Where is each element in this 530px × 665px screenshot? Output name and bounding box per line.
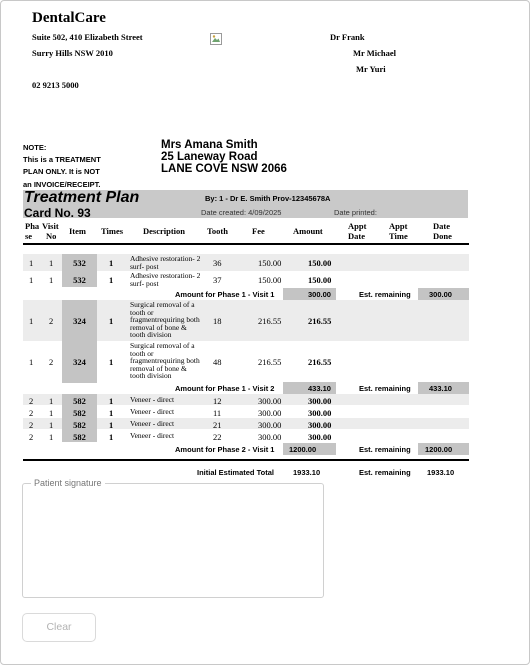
col-description: Description	[143, 226, 186, 236]
clear-button[interactable]: Clear	[22, 613, 96, 642]
col-appt-date: Appt Date	[348, 221, 367, 241]
total-rule	[23, 459, 469, 461]
patient-street: 25 Laneway Road	[161, 151, 258, 163]
col-tooth: Tooth	[207, 226, 228, 236]
dentist-name: Mr Michael	[353, 48, 397, 58]
broken-image-icon	[210, 32, 222, 44]
practice-phone: 02 9213 5000	[32, 80, 79, 90]
date-printed: Date printed:	[334, 208, 377, 217]
col-appt-time: Appt Time	[389, 221, 408, 241]
col-visit: Visit No	[42, 221, 59, 241]
plan-title: Treatment Plan	[24, 189, 140, 206]
practice-name: DentalCare	[32, 10, 106, 26]
col-fee: Fee	[252, 226, 265, 236]
signature-pad[interactable]	[22, 483, 324, 598]
col-date-done: Date Done	[433, 221, 452, 241]
note-line: an INVOICE/RECEIPT.	[23, 180, 101, 189]
note-line: This is a TREATMENT	[23, 155, 101, 164]
dentist-name: Dr Frank	[330, 32, 365, 42]
dentist-name: Mr Yuri	[356, 64, 386, 74]
provider: By: 1 - Dr E. Smith Prov-12345678A	[205, 194, 331, 203]
date-created: Date created: 4/09/2025	[201, 208, 282, 217]
header-rule	[23, 243, 469, 245]
col-item: Item	[69, 226, 86, 236]
practice-address-line2: Surry Hills NSW 2010	[32, 48, 113, 58]
col-amount: Amount	[293, 226, 323, 236]
note-line: NOTE:	[23, 143, 47, 152]
col-times: Times	[101, 226, 124, 236]
signature-legend: Patient signature	[31, 478, 105, 488]
note-line: PLAN ONLY. It is NOT	[23, 167, 100, 176]
practice-address-line1: Suite 502, 410 Elizabeth Street	[32, 32, 143, 42]
patient-name: Mrs Amana Smith	[161, 139, 258, 151]
card-number: Card No. 93	[24, 206, 91, 220]
patient-suburb: LANE COVE NSW 2066	[161, 163, 287, 175]
col-phase: Pha se	[25, 221, 40, 241]
